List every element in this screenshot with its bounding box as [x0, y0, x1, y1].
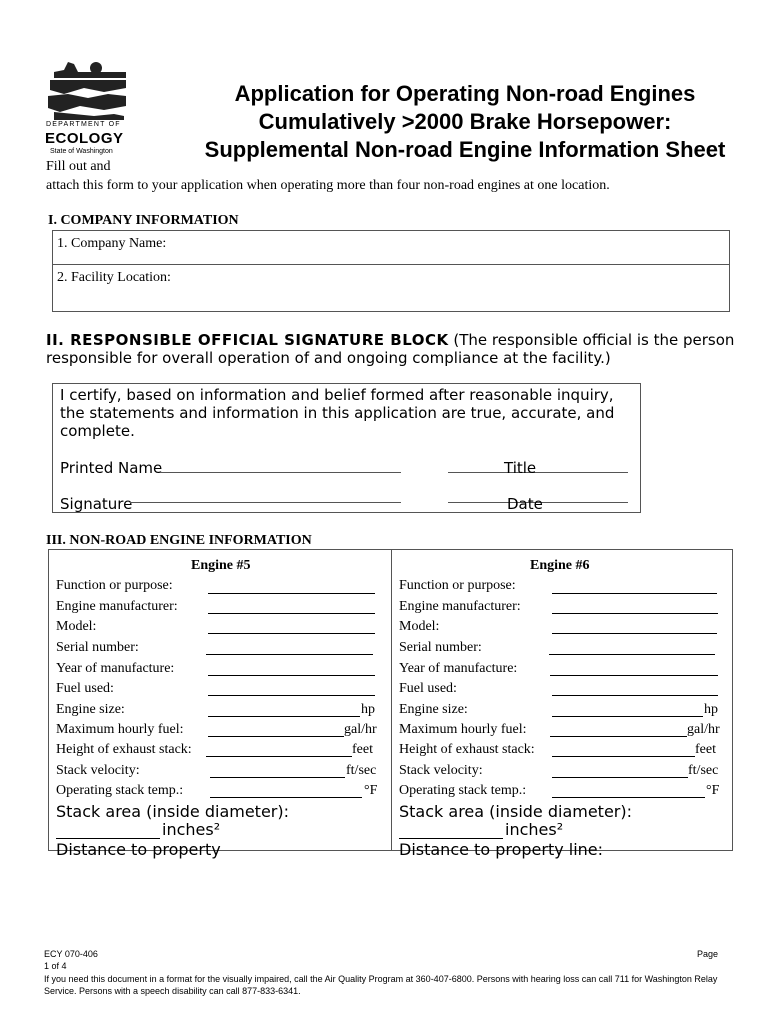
- engine-5-stack-height-line[interactable]: [206, 756, 352, 757]
- engine-5-size-unit: hp: [361, 702, 375, 717]
- engine-6-function-label: Function or purpose:: [399, 578, 516, 593]
- engine-6-manufacturer-label: Engine manufacturer:: [399, 599, 521, 614]
- engine-5-stack-height-label: Height of exhaust stack:: [56, 742, 192, 757]
- page-label: Page: [697, 949, 719, 959]
- engine-5-function-label: Function or purpose:: [56, 578, 173, 593]
- engine-column-divider: [391, 549, 392, 851]
- intro-line-1: Fill out and: [46, 159, 111, 174]
- engine-6-stack-height-label: Height of exhaust stack:: [399, 742, 535, 757]
- date-label: Date: [507, 495, 543, 513]
- engine-6-stack-temp-line[interactable]: [552, 797, 705, 798]
- accessibility-notice: If you need this document in a format for the visually impaired, call the Air Quality Program at 360-407-6800. Persons with hearing loss can call 711 for Washington Relay Service. Persons with a speech disability can call 877-833-6341.: [44, 974, 718, 996]
- engine-6-serial-line[interactable]: [549, 654, 715, 655]
- section-signature-heading-note: (The responsible official is the person responsible for overall operation of and ongoing compliance at the facility.): [46, 331, 735, 367]
- engine-6-stack-temp-unit: °F: [706, 783, 720, 798]
- engine-5-hourly-fuel-line[interactable]: [208, 736, 344, 737]
- engine-6-stack-velocity-label: Stack velocity:: [399, 763, 483, 778]
- engine-6-distance-label: Distance to property line:: [399, 840, 604, 859]
- engine-6-model-line[interactable]: [552, 633, 717, 634]
- company-info-box: [52, 230, 730, 312]
- engine-5-stack-velocity-label: Stack velocity:: [56, 763, 140, 778]
- logo-ecology: ECOLOGY: [45, 130, 124, 147]
- form-number: ECY 070-406: [44, 949, 98, 959]
- engine-5-stack-temp-line[interactable]: [210, 797, 362, 798]
- engine-5-stack-area-line[interactable]: [56, 838, 160, 839]
- engine-6-fuel-line[interactable]: [552, 695, 718, 696]
- engine-5-fuel-line[interactable]: [208, 695, 375, 696]
- title-line-2: Cumulatively >2000 Brake Horsepower:: [258, 109, 672, 134]
- engine-5-hourly-fuel-unit: gal/hr: [344, 722, 377, 737]
- page-count: 1 of 4: [44, 961, 67, 971]
- printed-name-label: Printed Name: [60, 459, 163, 477]
- engine-5-year-line[interactable]: [208, 675, 375, 676]
- engine-6-hourly-fuel-unit: gal/hr: [687, 722, 720, 737]
- engine-5-stack-height-unit: feet: [352, 742, 373, 757]
- engine-5-manufacturer-line[interactable]: [208, 613, 375, 614]
- company-name-label: 1. Company Name:: [57, 236, 167, 251]
- engine-5-title: Engine #5: [191, 558, 251, 573]
- engine-5-stack-area-label: Stack area (inside diameter):: [56, 802, 290, 821]
- engine-6-size-unit: hp: [704, 702, 718, 717]
- printed-name-line[interactable]: [160, 472, 401, 473]
- title-line[interactable]: [448, 472, 628, 473]
- section-signature-heading-bold: II. RESPONSIBLE OFFICIAL SIGNATURE BLOCK: [46, 331, 449, 349]
- engine-6-serial-label: Serial number:: [399, 640, 482, 655]
- signature-line[interactable]: [130, 502, 401, 503]
- engine-6-stack-velocity-unit: ft/sec: [688, 763, 719, 778]
- engine-6-model-label: Model:: [399, 619, 440, 634]
- engine-5-serial-label: Serial number:: [56, 640, 139, 655]
- engine-6-stack-area-line[interactable]: [399, 838, 503, 839]
- engine-6-size-label: Engine size:: [399, 702, 468, 717]
- engine-6-stack-velocity-line[interactable]: [552, 777, 688, 778]
- engine-5-model-line[interactable]: [208, 633, 375, 634]
- engine-5-model-label: Model:: [56, 619, 97, 634]
- engine-5-serial-line[interactable]: [206, 654, 373, 655]
- logo-state: State of Washington: [50, 148, 113, 155]
- engine-5-fuel-label: Fuel used:: [56, 681, 114, 696]
- title-label: Title: [504, 459, 537, 477]
- engine-6-stack-area-unit: inches²: [505, 820, 564, 839]
- facility-location-field[interactable]: [53, 265, 729, 313]
- engine-6-stack-height-line[interactable]: [552, 756, 695, 757]
- logo-department: DEPARTMENT OF: [46, 121, 121, 128]
- engine-6-stack-area-label: Stack area (inside diameter):: [399, 802, 633, 821]
- engine-5-size-label: Engine size:: [56, 702, 125, 717]
- engine-6-stack-height-unit: feet: [695, 742, 716, 757]
- engine-6-size-line[interactable]: [552, 716, 703, 717]
- engine-5-function-line[interactable]: [208, 593, 375, 594]
- facility-location-label: 2. Facility Location:: [57, 270, 171, 285]
- engine-5-stack-temp-label: Operating stack temp.:: [56, 783, 184, 798]
- engine-6-function-line[interactable]: [552, 593, 717, 594]
- engine-6-hourly-fuel-label: Maximum hourly fuel:: [399, 722, 527, 737]
- engine-6-stack-temp-label: Operating stack temp.:: [399, 783, 527, 798]
- engine-5-stack-area-unit: inches²: [162, 820, 221, 839]
- engine-6-title: Engine #6: [530, 558, 590, 573]
- form-title: [170, 80, 760, 164]
- engine-5-year-label: Year of manufacture:: [56, 661, 175, 676]
- title-line-1: Application for Operating Non-road Engines: [234, 81, 696, 106]
- engine-5-stack-velocity-unit: ft/sec: [346, 763, 377, 778]
- company-name-row[interactable]: [53, 231, 729, 265]
- engine-6-year-label: Year of manufacture:: [399, 661, 518, 676]
- signature-label: Signature: [60, 495, 133, 513]
- section-signature-heading: [46, 331, 746, 367]
- engine-6-manufacturer-line[interactable]: [552, 613, 718, 614]
- intro-line-2: attach this form to your application when operating more than four non-road engines at one location.: [46, 178, 610, 193]
- engine-5-manufacturer-label: Engine manufacturer:: [56, 599, 178, 614]
- section-company-heading: I. COMPANY INFORMATION: [48, 213, 239, 228]
- engine-5-stack-temp-unit: °F: [364, 783, 378, 798]
- title-line-3: Supplemental Non-road Engine Information Sheet: [204, 137, 726, 162]
- section-engine-heading: III. NON-ROAD ENGINE INFORMATION: [46, 533, 312, 548]
- engine-5-size-line[interactable]: [208, 716, 360, 717]
- engine-5-stack-velocity-line[interactable]: [210, 777, 345, 778]
- engine-6-fuel-label: Fuel used:: [399, 681, 457, 696]
- engine-5-distance-label: Distance to property: [56, 840, 221, 859]
- engine-5-hourly-fuel-label: Maximum hourly fuel:: [56, 722, 184, 737]
- engine-6-year-line[interactable]: [550, 675, 718, 676]
- engine-6-hourly-fuel-line[interactable]: [550, 736, 687, 737]
- certification-statement: I certify, based on information and belief formed after reasonable inquiry, the statements and information in this application are true, accurate, and complete.: [60, 386, 615, 440]
